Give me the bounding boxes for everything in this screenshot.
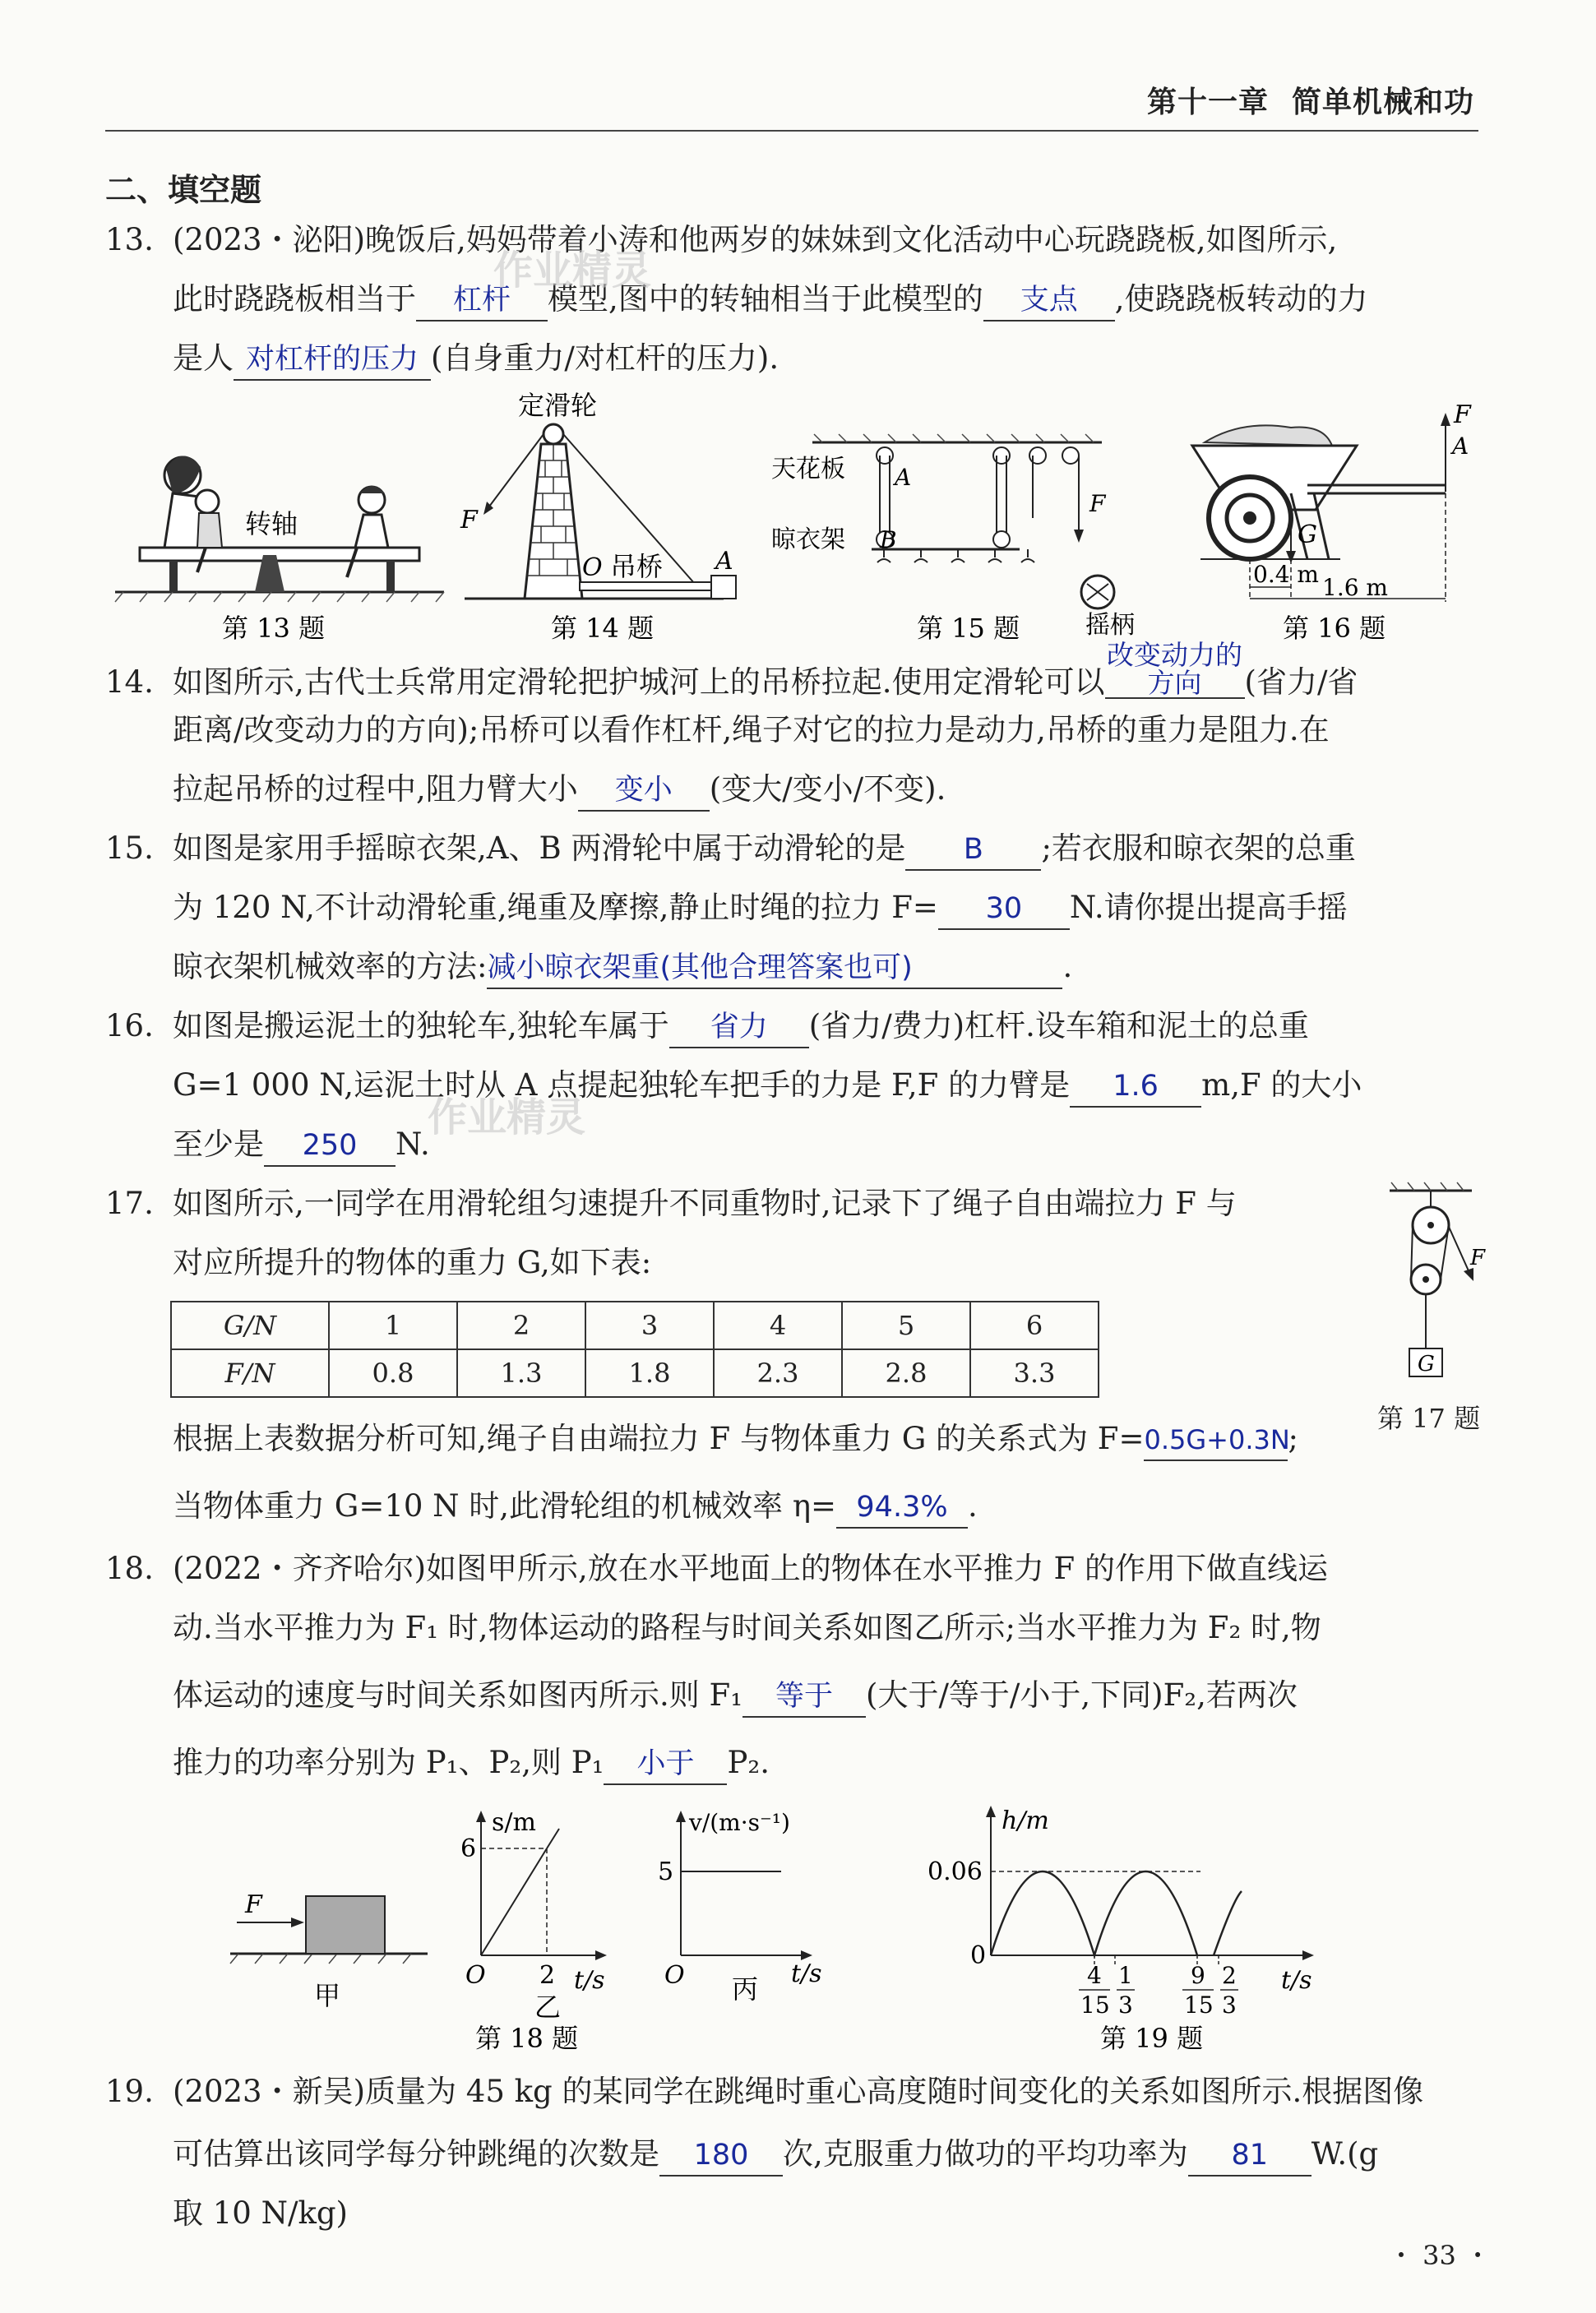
q19-line2 bbox=[105, 2125, 1554, 2184]
q18-answer1: 等于 bbox=[742, 1677, 866, 1718]
q17-line2 bbox=[105, 1233, 1554, 1293]
q18-line4 bbox=[105, 1733, 1554, 1793]
fig19-tick-2 bbox=[1117, 1962, 1135, 2019]
q18-text4a: 推力的功率分别为 P₁、P₂,则 P₁ bbox=[173, 1745, 604, 1780]
q17-answer2: 94.3% bbox=[836, 1487, 968, 1529]
q17-text3b: ; bbox=[1288, 1421, 1298, 1456]
q18-text2: 动.当水平推力为 F₁ 时,物体运动的路程与时间关系如图乙所示;当水平推力为 F₂ 时,物 bbox=[173, 1610, 1321, 1645]
q13-text1: (2023・泌阳)晚饭后,妈妈带着小涛和他两岁的妹妹到文化活动中心玩跷跷板,如图所示, bbox=[173, 222, 1338, 257]
fig15-ceiling-label: 天花板 bbox=[771, 455, 845, 483]
fig15-F: F bbox=[1089, 490, 1106, 517]
fig19-tick-den: 15 bbox=[1184, 1991, 1214, 2019]
q16-text3a: 至少是 bbox=[173, 1126, 264, 1162]
fig17-caption: 第 17 题 bbox=[1377, 1403, 1481, 1434]
q13-text2b: 模型,图中的转轴相当于此模型的 bbox=[548, 281, 983, 317]
q15-answer3: 减小晾衣架重(其他合理答案也可) bbox=[487, 948, 1062, 989]
q17-text1: 如图所示,一同学在用滑轮组匀速提升不同重物时,记录下了绳子自由端拉力 F 与 bbox=[173, 1186, 1237, 1221]
q19-answer1: 180 bbox=[659, 2135, 783, 2177]
q17-text4a: 当物体重力 G=10 N 时,此滑轮组的机械效率 η= bbox=[173, 1488, 836, 1524]
q16-line1 bbox=[105, 997, 1487, 1056]
q18-line3 bbox=[105, 1666, 1554, 1725]
fig18-caption: 第 18 题 bbox=[475, 2023, 579, 2054]
q18-text3b: (大于/等于/小于,下同)F₂,若两次 bbox=[866, 1677, 1298, 1713]
table-cell: 6 bbox=[970, 1302, 1099, 1349]
seesaw-figure bbox=[115, 456, 444, 602]
q19-line1 bbox=[105, 2062, 1487, 2121]
q17-data-table bbox=[170, 1301, 1099, 1398]
fig19-tick-3 bbox=[1182, 1962, 1214, 2019]
q17-answer1: 0.5G+0.3N bbox=[1144, 1420, 1288, 1461]
fig17-F: F bbox=[1470, 1246, 1486, 1270]
q16-text1a: 如图是搬运泥土的独轮车,独轮车属于 bbox=[173, 1008, 669, 1043]
q14-text2: 距离/改变动力的方向);吊桥可以看作杠杆,绳子对它的拉力是动力,吊桥的重力是阻力.在 bbox=[173, 712, 1330, 747]
fig19-tick-num: 9 bbox=[1191, 1962, 1205, 1989]
chapter-number: 第十一章 bbox=[1147, 86, 1270, 119]
fig13-caption: 第 13 题 bbox=[222, 613, 326, 644]
fixed-pulley-label: 定滑轮 bbox=[518, 390, 598, 421]
seesaw-axis-label: 转轴 bbox=[245, 508, 298, 539]
q16-answer1: 省力 bbox=[669, 1007, 809, 1048]
fig18-yi-origin: O bbox=[465, 1961, 486, 1990]
fig18-bing-chart bbox=[658, 1809, 822, 2005]
q15-text2a: 为 120 N,不计动滑轮重,绳重及摩擦,静止时绳的拉力 F= bbox=[173, 890, 938, 925]
q16-text2b: m,F 的大小 bbox=[1201, 1067, 1362, 1103]
fig19-tick-den: 15 bbox=[1080, 1991, 1110, 2019]
fig19-tick-num: 1 bbox=[1118, 1962, 1133, 1989]
q13-answer2: 支点 bbox=[983, 280, 1115, 322]
table-cell: 2.3 bbox=[714, 1349, 842, 1397]
fig18-yi-tick2: 2 bbox=[539, 1961, 556, 1990]
fig16-dist2: 1.6 m bbox=[1322, 574, 1388, 601]
figures-row1 bbox=[107, 386, 1471, 650]
q15-answer2: 30 bbox=[938, 889, 1070, 930]
fig16-G: G bbox=[1298, 520, 1317, 549]
table-cell: 3.3 bbox=[970, 1349, 1099, 1397]
table-cell: 1.3 bbox=[457, 1349, 585, 1397]
fig16-caption: 第 16 题 bbox=[1283, 613, 1386, 644]
fig18-jia bbox=[230, 1890, 428, 2011]
q13-line3 bbox=[105, 329, 1554, 388]
q19-line3 bbox=[105, 2184, 1554, 2243]
table-cell: 1 bbox=[329, 1302, 457, 1349]
fig18-yi-chart bbox=[460, 1808, 607, 2023]
fig15-caption: 第 15 题 bbox=[917, 613, 1020, 644]
chapter-title: 简单机械和功 bbox=[1292, 86, 1475, 119]
q14-text3a: 拉起吊桥的过程中,阻力臂大小 bbox=[173, 771, 578, 807]
header-rule bbox=[105, 130, 1478, 132]
q13-text2a: 此时跷跷板相当于 bbox=[173, 281, 416, 317]
table-header-G: G/N bbox=[171, 1302, 329, 1349]
q15-text1b: ;若衣服和晾衣架的总重 bbox=[1041, 830, 1356, 866]
fig19-tick-y: 0.06 bbox=[928, 1857, 983, 1886]
q17-line4 bbox=[105, 1477, 1554, 1536]
q16-text3b: N. bbox=[396, 1126, 430, 1162]
watermark: 作业精灵 bbox=[428, 1094, 586, 1140]
fig19-curve bbox=[991, 1871, 1197, 1955]
fig18-yi-label: 乙 bbox=[534, 1991, 562, 2023]
q19-text2a: 可估算出该同学每分钟跳绳的次数是 bbox=[173, 2136, 659, 2172]
q14-text3b: (变大/变小/不变). bbox=[709, 771, 946, 807]
fig18-bing-label: 丙 bbox=[732, 1973, 759, 2005]
q14-line3 bbox=[105, 760, 1554, 819]
q18-text4b: P₂. bbox=[727, 1745, 770, 1780]
table-cell: 4 bbox=[714, 1302, 842, 1349]
fig18-yi-ylabel: s/m bbox=[492, 1808, 536, 1837]
q13-line1 bbox=[105, 210, 1487, 270]
q13-text3a: 是人 bbox=[173, 340, 234, 376]
q18-number: 18. bbox=[105, 1551, 154, 1586]
q13-text2c: ,使跷跷板转动的力 bbox=[1114, 281, 1368, 317]
q19-text2c: W.(g bbox=[1311, 2136, 1379, 2172]
fig18-yi-xlabel: t/s bbox=[574, 1966, 605, 1995]
q16-text2a: G=1 000 N,运泥土时从 A 点提起独轮车把手的力是 F,F 的力臂是 bbox=[173, 1067, 1071, 1103]
q16-answer3: 250 bbox=[264, 1126, 396, 1167]
fig16-F: F bbox=[1454, 400, 1471, 429]
q19-number: 19. bbox=[105, 2074, 154, 2109]
clothes-rack-figure bbox=[771, 434, 1135, 640]
fig19-chart bbox=[928, 1806, 1314, 2019]
q13-line2 bbox=[105, 270, 1554, 329]
fig16-dist1: 0.4 m bbox=[1253, 561, 1319, 588]
q14-text1b: (省力/省 bbox=[1244, 664, 1358, 700]
q13-text3b: (自身重力/对杠杆的压力). bbox=[431, 340, 779, 376]
q17-text4b: . bbox=[968, 1488, 978, 1524]
q15-text3a: 晾衣架机械效率的方法: bbox=[173, 949, 488, 984]
q16-number: 16. bbox=[105, 1008, 154, 1043]
q16-line3 bbox=[105, 1115, 1554, 1174]
fig18-bing-ylabel: v/(m·s⁻¹) bbox=[689, 1809, 790, 1836]
q16-text1b: (省力/费力)杠杆.设车箱和泥土的总重 bbox=[808, 1008, 1309, 1043]
wheelbarrow-figure bbox=[1192, 400, 1472, 602]
table-header-F: F/N bbox=[171, 1349, 329, 1397]
q19-text1: (2023・新吴)质量为 45 kg 的某同学在跳绳时重心高度随时间变化的关系如图所示.根据图像 bbox=[173, 2074, 1424, 2109]
fig15-rack-label: 晾衣架 bbox=[771, 525, 845, 554]
fig18-bing-origin: O bbox=[664, 1961, 685, 1990]
page-number: ・ 33 ・ bbox=[1388, 2240, 1492, 2271]
figures-row2 bbox=[214, 1801, 1365, 2064]
q15-text3b: . bbox=[1062, 949, 1073, 984]
q19-text2b: 次,克服重力做功的平均功率为 bbox=[783, 2136, 1188, 2172]
fig15-A: A bbox=[895, 464, 912, 491]
drawbridge-figure bbox=[460, 390, 736, 599]
table-cell: 3 bbox=[585, 1302, 714, 1349]
fig19-tick-den: 3 bbox=[1222, 1991, 1237, 2019]
fig18-bing-xlabel: t/s bbox=[791, 1959, 822, 1988]
q18-line2 bbox=[105, 1598, 1554, 1658]
q15-line3 bbox=[105, 937, 1554, 997]
q17-text2: 对应所提升的物体的重力 G,如下表: bbox=[173, 1245, 652, 1280]
fig17-G: G bbox=[1418, 1352, 1435, 1376]
fig14-F: F bbox=[460, 506, 478, 534]
q18-text3a: 体运动的速度与时间关系如图丙所示.则 F₁ bbox=[173, 1677, 743, 1713]
fig14-bridge-label: 吊桥 bbox=[610, 551, 664, 582]
q15-answer1: B bbox=[905, 830, 1041, 871]
watermark: 作业精灵 bbox=[493, 247, 652, 294]
q19-text3: 取 10 N/kg) bbox=[173, 2195, 348, 2231]
fig19-tick-4 bbox=[1220, 1962, 1238, 2019]
q16-answer2: 1.6 bbox=[1070, 1066, 1201, 1108]
q18-text1: (2022・齐齐哈尔)如图甲所示,放在水平地面上的物体在水平推力 F 的作用下做直线运 bbox=[173, 1551, 1328, 1586]
table-row bbox=[171, 1349, 1099, 1397]
q13-number: 13. bbox=[105, 222, 154, 257]
q15-number: 15. bbox=[105, 830, 154, 866]
fig19-tick-den: 3 bbox=[1118, 1991, 1133, 2019]
q14-answer2: 变小 bbox=[578, 770, 710, 812]
fig19-origin: 0 bbox=[970, 1941, 987, 1970]
table-cell: 2.8 bbox=[842, 1349, 970, 1397]
fig15-crank-label: 摇柄 bbox=[1085, 611, 1135, 640]
q15-text2b: N.请你提出提高手摇 bbox=[1069, 890, 1348, 925]
q15-line1 bbox=[105, 819, 1487, 878]
fig19-ylabel: h/m bbox=[1002, 1806, 1049, 1835]
q14-line2 bbox=[105, 701, 1554, 760]
q13-answer3: 对杠杆的压力 bbox=[234, 340, 431, 381]
q14-text1a: 如图所示,古代士兵常用定滑轮把护城河上的吊桥拉起.使用定滑轮可以 bbox=[173, 664, 1105, 700]
q19-answer2: 81 bbox=[1188, 2135, 1311, 2177]
fig19-caption: 第 19 题 bbox=[1100, 2023, 1204, 2054]
q15-text1a: 如图是家用手摇晾衣架,A、B 两滑轮中属于动滑轮的是 bbox=[173, 830, 906, 866]
fig18-yi-tick6: 6 bbox=[460, 1834, 477, 1863]
table-cell: 1.8 bbox=[585, 1349, 714, 1397]
q15-line2 bbox=[105, 878, 1554, 937]
fig16-A: A bbox=[1452, 433, 1469, 460]
q17-line1 bbox=[105, 1174, 1355, 1233]
fig18-yi-line bbox=[481, 1848, 547, 1955]
q17-line3 bbox=[105, 1409, 1554, 1469]
fig19-tick-num: 4 bbox=[1087, 1962, 1102, 1989]
fig18-jia-label: 甲 bbox=[314, 1980, 341, 2011]
fig19-xlabel: t/s bbox=[1281, 1966, 1312, 1995]
fig14-caption: 第 14 题 bbox=[551, 613, 655, 644]
q14-answer1: 改变动力的方向 bbox=[1105, 641, 1245, 699]
q18-answer2: 小于 bbox=[604, 1744, 727, 1785]
page-header bbox=[1147, 79, 1474, 121]
table-cell: 0.8 bbox=[329, 1349, 457, 1397]
fig15-B: B bbox=[880, 526, 897, 553]
table-cell: 5 bbox=[842, 1302, 970, 1349]
q13-answer1: 杠杆 bbox=[416, 280, 548, 322]
fig18-jia-F: F bbox=[245, 1890, 262, 1919]
fig19-tick-1 bbox=[1079, 1962, 1110, 2019]
q17-text3a: 根据上表数据分析可知,绳子自由端拉力 F 与物体重力 G 的关系式为 F= bbox=[173, 1421, 1145, 1456]
fig14-O: O bbox=[582, 553, 603, 582]
fig19-tick-num: 2 bbox=[1222, 1962, 1237, 1989]
table-row bbox=[171, 1302, 1099, 1349]
section-title: 二、填空题 bbox=[105, 172, 262, 208]
q17-number: 17. bbox=[105, 1186, 154, 1221]
q16-line2 bbox=[105, 1056, 1554, 1115]
fig18-bing-tick5: 5 bbox=[658, 1857, 674, 1886]
table-cell: 2 bbox=[457, 1302, 585, 1349]
q14-number: 14. bbox=[105, 664, 154, 700]
q18-line1 bbox=[105, 1539, 1487, 1598]
fig14-A: A bbox=[715, 547, 733, 576]
